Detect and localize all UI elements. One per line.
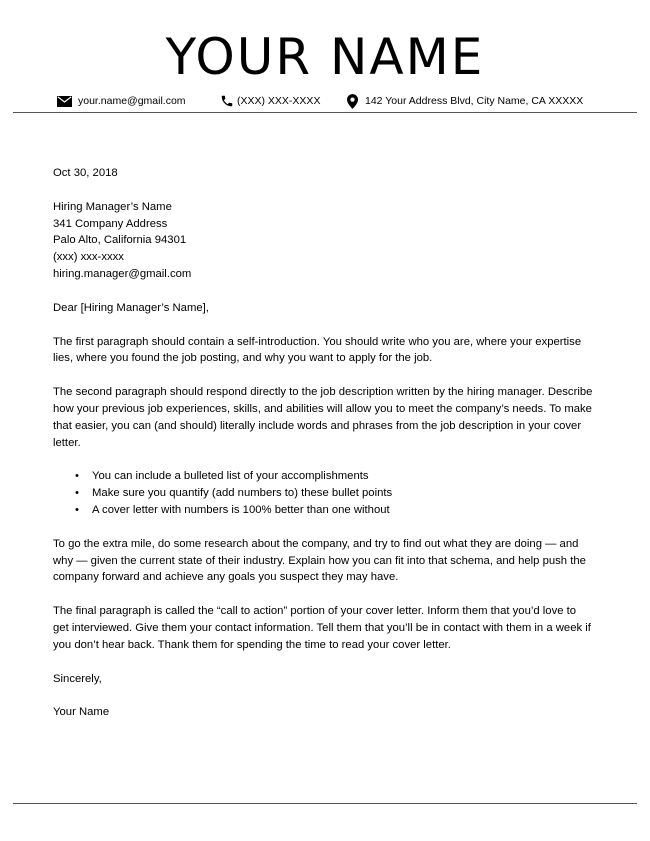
address-text: 142 Your Address Blvd, City Name, CA XXXXX — [365, 95, 584, 107]
recipient-phone: (xxx) xxx-xxxx — [53, 251, 124, 264]
map-pin-icon — [347, 94, 358, 109]
phone-text: (XXX) XXX-XXXX — [237, 95, 321, 107]
header-divider — [13, 112, 637, 113]
recipient-city: Palo Alto, California 94301 — [53, 234, 187, 247]
accomplishments-list — [53, 468, 593, 518]
paragraph-3: To go the extra mile, do some research about the company, and try to find out what they are doing — and why — given the current state of their industry. Explain how you can fit into that schema, and help push the company forward and achieve any goals you suspect they may have. — [53, 537, 586, 584]
list-item: • Make sure you quantify (add numbers to) these bullet points — [75, 485, 593, 502]
paragraph-4: The final paragraph is called the “call to action” portion of your cover letter. Inform them that you’d love to get interviewed. Give them your contact information. Tell them that you’ll be in contact with them in a week if you don’t hear back. Thank them for spending the time to read your cover letter. — [53, 605, 591, 651]
recipient-block — [53, 199, 593, 283]
contact-email — [57, 90, 186, 112]
recipient-name: Hiring Manager’s Name — [53, 200, 172, 213]
letter-body — [53, 165, 593, 721]
contact-bar — [0, 90, 650, 112]
applicant-name: YOUR NAME — [165, 28, 485, 86]
letter-date: Oct 30, 2018 — [53, 167, 118, 179]
paragraph-1: The first paragraph should contain a self-introduction. You should write who you are, where your expertise lies, where you found the job posting, and why you want to apply for the job. — [53, 335, 582, 365]
phone-icon — [220, 94, 234, 108]
envelope-icon — [57, 96, 72, 107]
recipient-address: 341 Company Address — [53, 217, 168, 230]
list-item: • You can include a bulleted list of your accomplishments — [75, 468, 593, 485]
contact-phone — [220, 90, 320, 112]
signature: Your Name — [53, 706, 110, 719]
closing: Sincerely, — [53, 672, 102, 685]
recipient-email: hiring.manager@gmail.com — [53, 267, 192, 280]
list-item: • A cover letter with numbers is 100% better than one without — [75, 502, 593, 519]
footer-divider — [13, 803, 637, 804]
contact-address — [347, 90, 583, 112]
greeting: Dear [Hiring Manager’s Name], — [53, 301, 209, 314]
email-text: your.name@gmail.com — [78, 95, 186, 107]
paragraph-2: The second paragraph should respond directly to the job description written by the hiring manager. Describe how your previous job experiences, skills, and abilities will allow you to meet the company’s needs. To make that easier, you can (and should) literally include words and phrases from the job description in your cover letter. — [53, 386, 593, 449]
